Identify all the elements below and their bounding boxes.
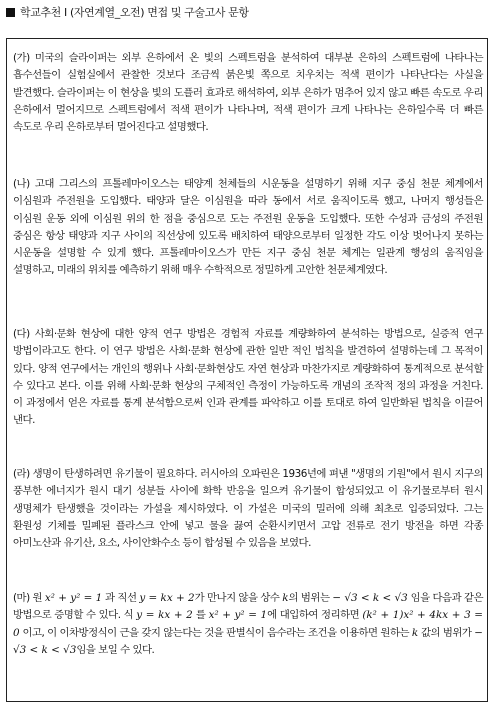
page-header (6, 4, 249, 20)
passage-box (6, 38, 488, 702)
circle-equation-2: x² + y² = 1 (208, 609, 268, 622)
range-inequality: − √3 < k < √3 (332, 592, 408, 604)
passage-ra: (라) 생명이 탄생하려면 유기물이 필요하다. 러시아의 오파린은 1936년에 펴낸 "생명의 기원"에서 원시 지구의 풍부한 에너지가 원시 대기 성분들 사이에 화학 반응을 일으켜 유기물이 합성되었고 이 유기물로부터 원시 생명체가 탄생했을 것이라는 가설을 제시하였다. 이 가설은 미국의 밀러에 의해 최초로 입증되었다. 그는 환원성 기체를 밀폐된 플라스크 안에 넣고 물을 끓여 순환시키면서 고압 전류로 전기 방전을 하면 각종 아미노산과 유기산, 요소, 사이안화수소 등이 합성될 수 있음을 보였다. (13, 468, 483, 550)
ma-text-8: 이고, 이 이차방정식이 근을 갖지 않는다는 것을 판별식이 음수라는 조건을 이용하면 원하는 (22, 626, 410, 639)
passage-ma-label: (마) (13, 592, 30, 604)
ma-text-1: 원 (32, 592, 43, 604)
passage-ma (13, 590, 483, 659)
ma-text-7: 에 대입하여 정리하면 (267, 609, 360, 622)
circle-equation: x² + y² = 1 (44, 592, 103, 604)
page-title: 학교추천 I (자연계열_오전) 면접 및 구술고사 문항 (20, 6, 249, 19)
variable-k: k (282, 592, 289, 604)
variable-k-2: k (411, 626, 419, 639)
square-bullet-icon (6, 8, 15, 17)
quadratic-equation: (k² + 1)x² + 4kx + 3 = 0 (13, 609, 484, 639)
passage-ga: (가) 미국의 슬라이퍼는 외부 은하에서 온 빛의 스펙트럼을 분석하여 대부분 은하의 스펙트럼에 나타나는 흡수선들이 실험실에서 관찰한 것보다 조금씩 붉은빛 쪽으로 치우치는 적색 편이가 나타난다는 사실을 발견했다. 슬라이퍼는 이 현상을 빛의 도플러 효과로 해석하여, 외부 은하가 멈추어 있지 않고 빠른 속도로 우리 은하에서 멀어지므로 스펙트럼에서 적색 편이가 나타나며, 적색 편이가 크게 나타나는 은하일수록 더 빠른 속도로 우리 은하로부터 멀어진다고 설명했다. (13, 52, 483, 134)
ma-text-10: 임을 보일 수 있다. (76, 643, 155, 656)
line-equation: y = kx + 2 (139, 592, 195, 604)
ma-text-5: 임을 다음과 같은 방법으로 증명할 수 있다. 식 (13, 592, 484, 622)
range-inequality-2: − √3 < k < √3 (13, 626, 483, 656)
ma-text-3: 가 만나지 않을 상수 (194, 592, 280, 604)
ma-text-9: 값의 범위가 (420, 626, 472, 639)
passage-da: (다) 사회·문화 현상에 대한 양적 연구 방법은 경험적 자료를 계량화하여 분석하는 방법으로, 실증적 연구 방법이라고도 한다. 이 연구 방법은 사회·문화 현상에 관한 일반 적인 법칙을 발견하여 설명하는데 그 목적이 있다. 양적 연구에서는 개인의 행위나 사회·문화현상도 자연 현상과 마찬가지로 계량화하여 통계적으로 분석할 수 있다고 본다. 이를 위해 사회·문화 현상의 구체적인 측정이 가능하도록 개념의 조작적 정의 과정을 거친다. 이 과정에서 얻은 자료를 통계 분석함으로써 인과 관계를 파악하고 이를 토대로 하여 일반화된 법칙을 이끌어 낸다. (13, 328, 483, 427)
ma-text-2: 과 직선 (105, 592, 137, 604)
ma-text-6: 를 (195, 609, 206, 622)
ma-text-4: 의 범위는 (288, 592, 330, 604)
substitution-equation: y = kx + 2 (136, 609, 193, 622)
passage-na: (나) 고대 그리스의 프톨레마이오스는 태양계 천체들의 시운동을 설명하기 위해 지구 중심 천문 체계에서 이심원과 주전원을 도입했다. 태양과 달은 이심원을 따라 동에서 서로 움직이도록 했고, 나머지 행성들은 이심원 운동 외에 이심원 위의 한 점을 중심으로 도는 주전원 운동을 도입했다. 또한 수성과 금성의 주전원 중심은 항상 태양과 지구 사이의 직선상에 있도록 배치하여 태양으로부터 일정한 각도 이상 벗어나지 못하는 시운동을 설명할 수 있게 했다. 프톨레마이오스가 만든 지구 중심 천문 체계는 일관계 행성의 움직임을 설명하고, 미래의 위치를 예측하기 위해 매우 수학적으로 정밀하게 고안한 천문체계였다. (13, 178, 483, 277)
